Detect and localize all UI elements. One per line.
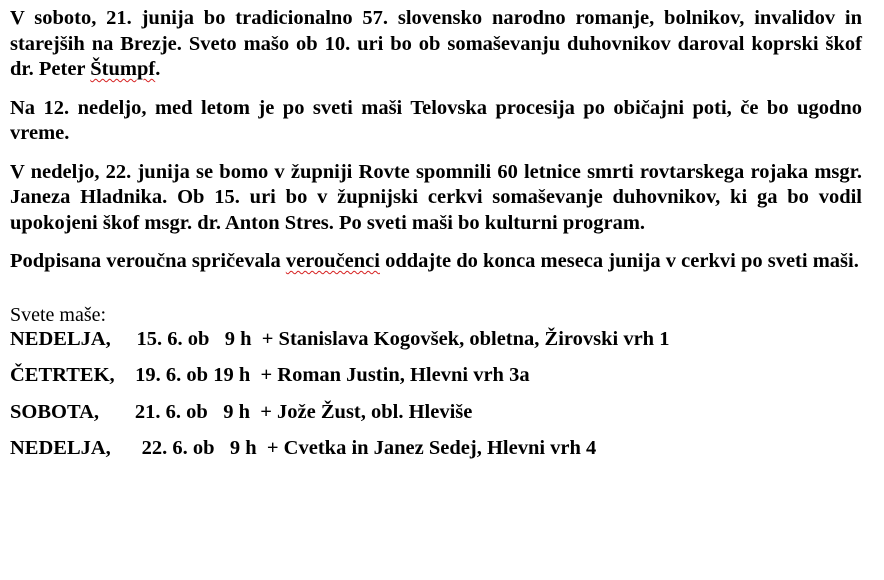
paragraph-certificates <box>10 249 862 275</box>
paragraph-anniversary: V nedeljo, 22. junija se bomo v župniji Rovte spomnili 60 letnice smrti rovtarskega rojaka msgr. Janeza Hladnika. Ob 15. uri bo v župnijski cerkvi somaševanje duhovnikov, ki ga bo vodil upokojeni škof msgr. dr. Anton Stres. Po sveti maši bo kulturni program. <box>10 160 862 234</box>
mass-date: 15. 6. ob <box>136 327 210 350</box>
misspelled-word-veroucenci[interactable]: veroučenci <box>285 250 380 272</box>
paragraph-procession: Na 12. nedeljo, med letom je po sveti maši Telovska procesija po običajni poti, če bo ugodno vreme. <box>10 96 862 144</box>
mass-row <box>10 363 862 400</box>
misspelled-word-stumpf[interactable]: Štumpf <box>90 58 156 80</box>
mass-day: SOBOTA, <box>10 400 100 423</box>
paragraph-certificates-end: oddajte do konca meseca junija v cerkvi po sveti maši. <box>379 250 859 272</box>
mass-time: 9 h <box>224 327 252 350</box>
paragraph-pilgrimage <box>10 6 862 83</box>
paragraph-pilgrimage-text: V soboto, 21. junija bo tradicionalno 57. slovensko narodno romanje, bolnikov, invalidov in starejših na Brezje. Sveto mašo ob 10. uri bo ob somaševanju duhovnikov daroval koprski škof dr. Peter <box>10 7 862 80</box>
mass-day: NEDELJA, <box>10 437 111 459</box>
mass-date: 22. 6. ob <box>141 437 215 459</box>
masses-heading: Svete maše: <box>10 303 107 326</box>
mass-day: NEDELJA, <box>10 327 111 350</box>
document-page <box>10 6 862 473</box>
mass-row <box>10 327 862 364</box>
mass-date: 21. 6. ob <box>134 400 208 423</box>
mass-row <box>10 436 862 473</box>
mass-date: 19. 6. ob <box>135 364 209 386</box>
mass-intention: + Roman Justin, Hlevni vrh 3a <box>260 364 530 386</box>
mass-time: 9 h <box>223 400 250 423</box>
mass-intention: + Cvetka in Janez Sedej, Hlevni vrh 4 <box>266 437 597 459</box>
paragraph-pilgrimage-end: . <box>155 58 161 80</box>
mass-time: 9 h <box>229 437 257 459</box>
mass-time: 19 h <box>213 364 251 386</box>
mass-row <box>10 400 862 437</box>
mass-intention: + Stanislava Kogovšek, obletna, Žirovski vrh 1 <box>261 327 670 350</box>
paragraph-certificates-text: Podpisana veroučna spričevala <box>10 250 286 272</box>
mass-intention: + Jože Žust, obl. Hleviše <box>260 400 473 423</box>
mass-day: ČETRTEK, <box>10 364 115 386</box>
